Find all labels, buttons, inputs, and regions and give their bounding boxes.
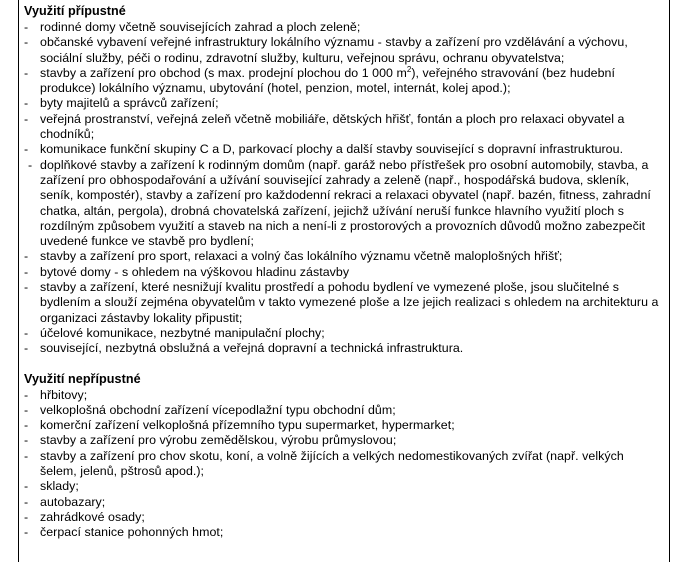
list-item: - komunikace funkční skupiny C a D, parkovací plochy a další stavby související s dopravní infrastrukturou. xyxy=(24,142,664,157)
list-item: - doplňkové stavby a zařízení k rodinným domům (např. garáž nebo přístřešek pro osobní automobily, stavba, a zařízení pro obhospodařování a užívání související zahrady a zeleně (např., hospodářská budova, skleník, seník, kompostér), stavby a zařízení pro každodenní rekraci a relaxaci obyvatel (např. bazén, fitness, zahradní chatka, altán, pergola), drobná chovatelská zařízení, jejichž užívání neruší funkce hlavního využití ploch s rozdílným způsobem využití a staveb na nich a není-li z prostorových a provozních důvodů možno zabezpečit uvedené funkce ve stavbě pro bydlení; xyxy=(24,158,664,250)
list-item: - stavby a zařízení, které nesnižují kvalitu prostředí a pohodu bydlení ve vymezené ploše, jsou slučitelné s bydlením a slouží zejména obyvatelům v takto vymezené ploše a lze jejich realizaci s ohledem na architekturu a organizaci zástavby lokality připustit; xyxy=(24,280,664,326)
list-item: - rodinné domy včetně souvisejících zahrad a ploch zeleně; xyxy=(24,20,664,35)
list-item: - účelové komunikace, nezbytné manipulační plochy; xyxy=(24,326,664,341)
list-item: - související, nezbytná obslužná a veřejná dopravní a technická infrastruktura. xyxy=(24,341,664,356)
list-item: - bytové domy - s ohledem na výškovou hladinu zástavby xyxy=(24,265,664,280)
list-item: - stavby a zařízení pro sport, relaxaci a volný čas lokálního významu včetně maloplošných hřišť; xyxy=(24,249,664,264)
list-item: - občanské vybavení veřejné infrastruktury lokálního významu - stavby a zařízení pro vzdělávání a výchovu, sociální služby, péči o rodinu, zdravotní služby, kulturu, veřejnou správu, ochranu obyvatelstva; xyxy=(24,35,664,66)
section-heading-allowed: Využití přípustné xyxy=(24,4,126,18)
list-item: - zahrádkové osady; xyxy=(24,510,664,525)
list-item: - veřejná prostranství, veřejná zeleň včetně mobiliáře, dětských hřišť, fontán a ploch pro relaxaci obyvatel a chodníků; xyxy=(24,112,664,143)
superscript-exponent: 2 xyxy=(406,64,412,74)
list-item: - autobazary; xyxy=(24,495,664,510)
list-item: - sklady; xyxy=(24,479,664,494)
list-item: - stavby a zařízení pro výrobu zemědělskou, výrobu průmyslovou; xyxy=(24,433,664,448)
document-content xyxy=(24,4,664,541)
list-item xyxy=(24,66,664,97)
allowed-use-list xyxy=(24,20,664,357)
list-item-text: stavby a zařízení pro obchod (s max. prodejní plochou do 1 000 m xyxy=(40,65,407,80)
list-item: - byty majitelů a správců zařízení; xyxy=(24,96,664,111)
page-border-left xyxy=(18,0,19,562)
list-item: - velkoplošná obchodní zařízení vícepodlažní typu obchodní dům; xyxy=(24,403,664,418)
list-item: - komerční zařízení velkoplošná přízemního typu supermarket, hypermarket; xyxy=(24,418,664,433)
list-item: - hřbitovy; xyxy=(24,388,664,403)
forbidden-use-list xyxy=(24,388,664,541)
list-item: - stavby a zařízení pro chov skotu, koní, a volně žijících a velkých nedomestikovaných zvířat (např. velkých šelem, jelenů, pštrosů apod.); xyxy=(24,449,664,480)
list-item-text-continued: ), veřejného stravování (bez hudební produkce) lokálního významu, ubytování (hotel, penzion, motel, internát, kolej apod.); xyxy=(40,65,615,96)
section-heading-forbidden: Využití nepřípustné xyxy=(24,371,141,386)
page-border-right xyxy=(669,0,670,562)
list-item: - čerpací stanice pohonných hmot; xyxy=(24,525,664,540)
